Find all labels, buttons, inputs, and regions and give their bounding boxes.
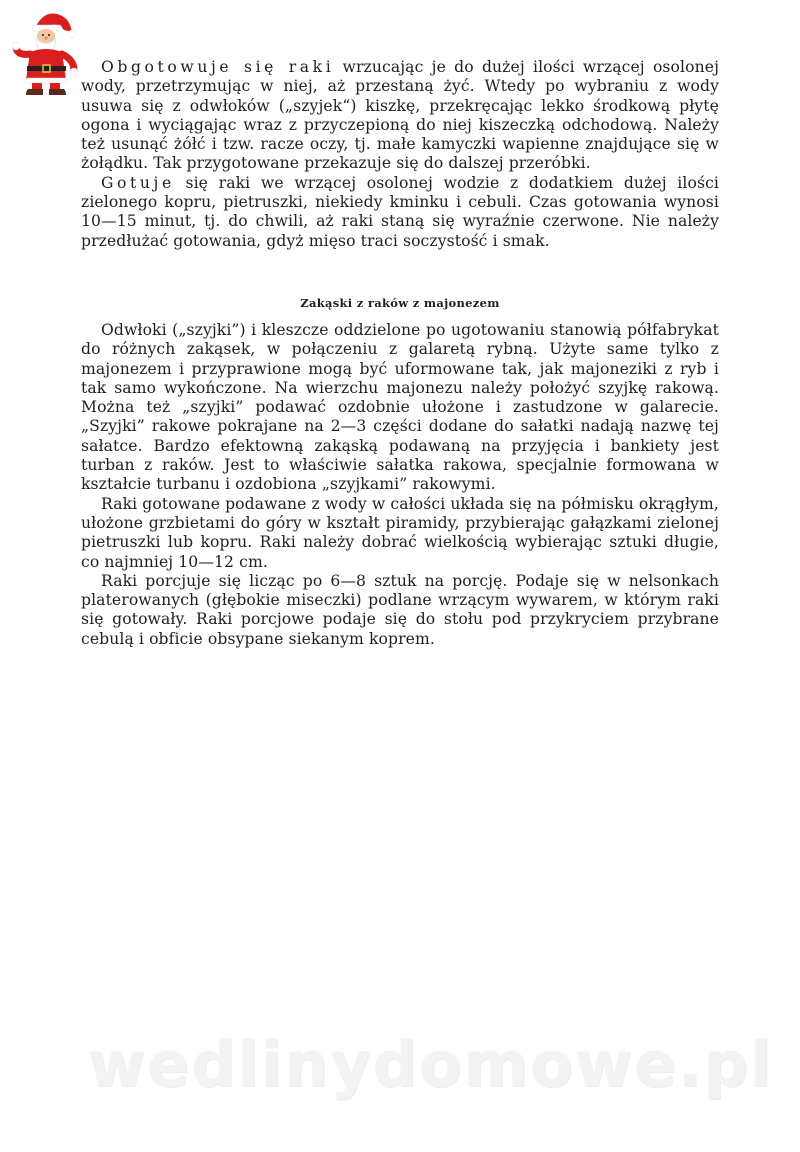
paragraph-obgotowywanie: Obgotowuje się raki wrzucając je do dużej ilości wrzącej osolonej wody, przetrzymując w niej, aż przestaną żyć. Wtedy po wybraniu z wody usuwa się z odwłoków („szyjek“) kiszkę, przekręcając lekko środkową płytę ogona i wyciągając wraz z przyczepioną do niej kiszeczką odchodową. Należy też usunąć żółć i tzw. racze oczy, tj. małe kamyczki wapienne znajdujące się w żołądku. Tak przygotowane przekazuje się do dalszej przeróbki. <box>81 58 720 173</box>
paragraph-zakaski-3: Raki porcjuje się licząc po 6—8 sztuk na porcję. Podaje się w nelsonkach platerowanych (głębokie miseczki) podlane wrzącym wywarem, w którym raki się gotowały. Raki porcjowe podaje się do stołu pod przykryciem przybrane cebulą i obficie obsypane siekanym koprem. <box>81 571 719 648</box>
paragraph-gotowanie: Gotuje się raki we wrzącej osolonej wodzie z dodatkiem dużej ilości zielonego kopru, pietruszki, niekiedy kminku i cebuli. Czas gotowania wynosi 10—15 minut, tj. do chwili, aż raki staną się wyraźnie czerwone. Nie należy przedłużać gotowania, gdyż mięso traci soczystość i smak. <box>81 173 719 250</box>
section-heading: Zakąski z raków z majonezem <box>300 296 500 310</box>
watermark: wedlinydomowe.pl <box>88 1028 774 1101</box>
paragraph-zakaski-2: Raki gotowane podawane z wody w całości układa się na półmisku okrągłym, ułożone grzbietami do góry w kształt piramidy, przybierając gałązkami zielonej pietruszki lub kopru. Raki należy dobrać wielkością wybierając sztuki długie, co najmniej 10—12 cm. <box>81 494 719 571</box>
section-zakaski <box>81 321 719 649</box>
santa-claus-icon <box>12 8 78 96</box>
section-obgotowywanie <box>81 58 719 251</box>
term-gotuje: Gotuje <box>101 173 175 192</box>
paragraph-zakaski-1: Odwłoki („szyjki”) i kleszcze oddzielone po ugotowaniu stanowią półfabrykat do różnych zakąsek, w połączeniu z galaretą rybną. Użyte same tylko z majonezem i przyprawione mogą być uformowane tak, jak majoneziki z ryb i tak samo wykończone. Na wierzchu majonezu należy położyć szyjkę rakową. Można też „szyjki” podawać ozdobnie ułożone i zastudzone w galarecie. „Szyjki” rakowe pokrajane na 2—3 części dodane do sałatki nadają nazwę tej sałatce. Bardzo efektowną zakąską podawaną na przyjęcia i bankiety jest turban z raków. Jest to właściwie sałatka rakowa, specjalnie formowana w kształcie turbanu i ozdobiona „szyjkami” rakowymi. <box>81 321 719 494</box>
term-obgotowuje: Obgotowuje się raki <box>101 58 335 76</box>
